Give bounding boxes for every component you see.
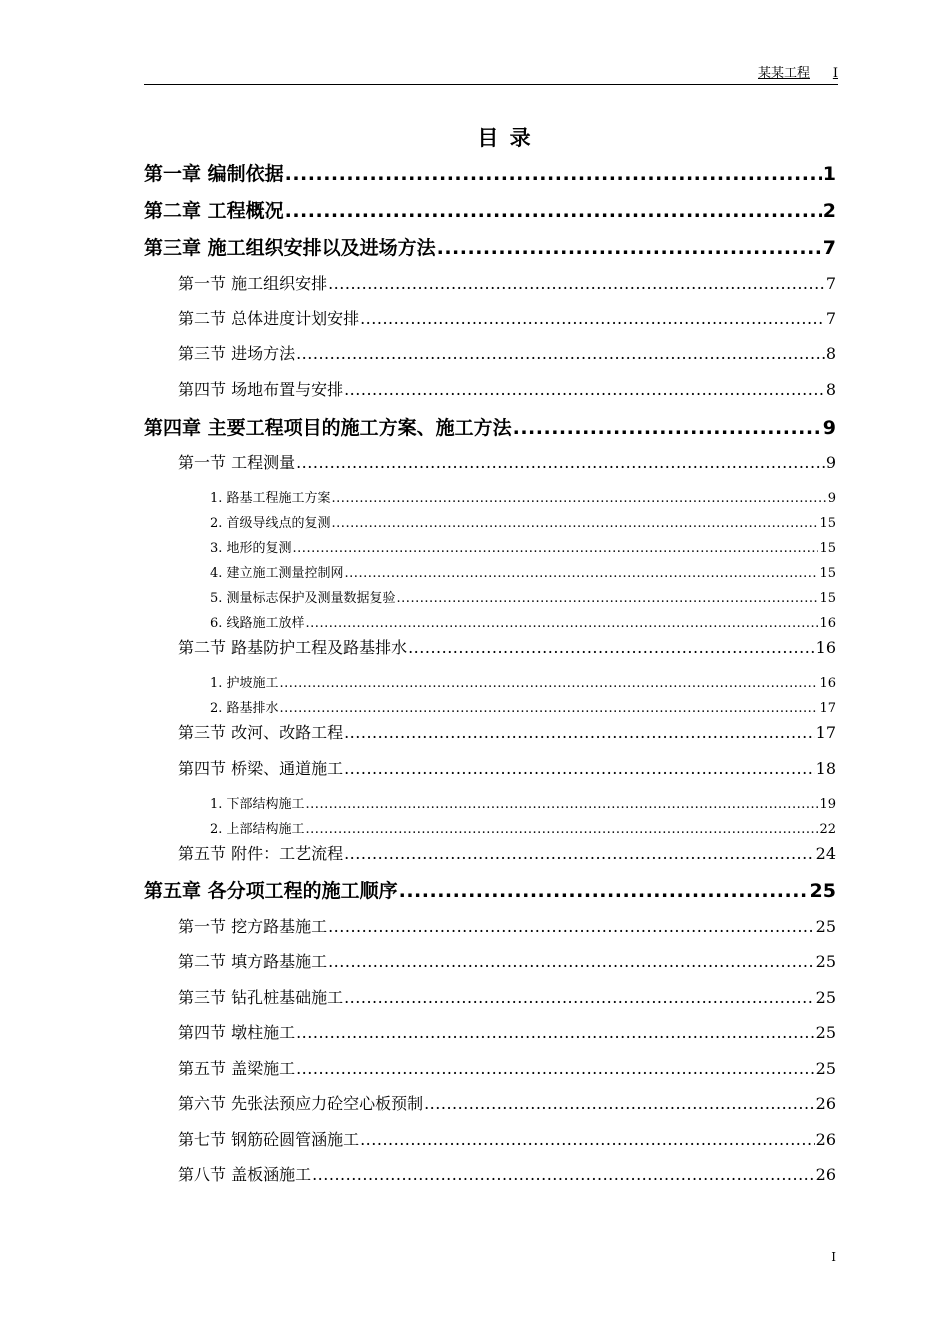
toc-dot-leader bbox=[344, 759, 815, 779]
toc-entry-page: 26 bbox=[815, 1165, 836, 1184]
toc-entry-label: 1. 路基工程施工方案 bbox=[210, 491, 331, 506]
toc-entry-label: 3. 地形的复测 bbox=[210, 541, 292, 556]
toc-entry-sub[interactable] bbox=[210, 566, 836, 582]
toc-entry-section[interactable] bbox=[178, 1023, 836, 1043]
toc-entry-label: 第三章 施工组织安排以及进场方法 bbox=[144, 237, 436, 259]
toc-entry-label: 第五节 盖梁施工 bbox=[178, 1059, 296, 1078]
toc-entry-page: 8 bbox=[825, 380, 836, 399]
toc-dot-leader bbox=[306, 616, 819, 632]
toc-entry-label: 第八节 盖板涵施工 bbox=[178, 1165, 312, 1184]
toc-entry-section[interactable] bbox=[178, 1094, 836, 1114]
toc-entry-page: 16 bbox=[815, 638, 836, 657]
toc-entry-label: 第二节 总体进度计划安排 bbox=[178, 309, 360, 328]
toc-entry-page: 9 bbox=[825, 453, 836, 472]
toc-entry-label: 第一章 编制依据 bbox=[144, 163, 284, 185]
toc-entry-page: 19 bbox=[819, 797, 836, 812]
toc-entry-page: 25 bbox=[809, 880, 836, 902]
toc-entry-label: 第四章 主要工程项目的施工方案、施工方法 bbox=[144, 417, 512, 439]
toc-entry-page: 25 bbox=[815, 1023, 836, 1042]
toc-entry-label: 第一节 挖方路基施工 bbox=[178, 917, 328, 936]
toc-entry-page: 9 bbox=[827, 491, 836, 506]
toc-entry-section[interactable] bbox=[178, 344, 836, 364]
toc-dot-leader bbox=[399, 879, 809, 903]
toc-entry-label: 第二节 路基防护工程及路基排水 bbox=[178, 638, 408, 657]
toc-entry-label: 4. 建立施工测量控制网 bbox=[210, 566, 344, 581]
toc-dot-leader bbox=[437, 236, 822, 260]
toc-dot-leader bbox=[513, 416, 822, 440]
toc-entry-page: 25 bbox=[815, 952, 836, 971]
toc-entry-section[interactable] bbox=[178, 844, 836, 864]
toc-entry-page: 16 bbox=[819, 616, 836, 631]
toc-entry-page: 25 bbox=[815, 1059, 836, 1078]
toc-entry-page: 16 bbox=[819, 676, 836, 691]
toc-title: 目 录 bbox=[477, 126, 533, 150]
toc-entry-page: 25 bbox=[815, 917, 836, 936]
toc-entry-label: 第四节 墩柱施工 bbox=[178, 1023, 296, 1042]
toc-entry-page: 7 bbox=[822, 237, 836, 259]
toc-dot-leader bbox=[296, 344, 825, 364]
toc-dot-leader bbox=[280, 676, 819, 692]
toc-dot-leader bbox=[285, 199, 822, 223]
toc-entry-label: 2. 路基排水 bbox=[210, 701, 279, 716]
toc-entry-label: 第一节 施工组织安排 bbox=[178, 274, 328, 293]
toc-entry-label: 第四节 桥梁、通道施工 bbox=[178, 759, 344, 778]
toc-entry-section[interactable] bbox=[178, 759, 836, 779]
toc-entry-section[interactable] bbox=[178, 917, 836, 937]
toc-entry-page: 18 bbox=[815, 759, 836, 778]
toc-entry-sub[interactable] bbox=[210, 516, 836, 532]
toc-dot-leader bbox=[280, 701, 819, 717]
toc-entry-chapter[interactable] bbox=[144, 199, 836, 223]
toc-entry-label: 第六节 先张法预应力砼空心板预制 bbox=[178, 1094, 424, 1113]
toc-entry-label: 1. 护坡施工 bbox=[210, 676, 279, 691]
toc-entry-page: 26 bbox=[815, 1130, 836, 1149]
toc-entry-section[interactable] bbox=[178, 952, 836, 972]
toc-entry-section[interactable] bbox=[178, 309, 836, 329]
toc-entry-label: 第五节 附件：工艺流程 bbox=[178, 844, 344, 863]
toc-entry-section[interactable] bbox=[178, 723, 836, 743]
toc-entry-page: 26 bbox=[815, 1094, 836, 1113]
toc-entry-page: 15 bbox=[819, 566, 836, 581]
header-page-number: I bbox=[832, 66, 838, 81]
toc-entry-chapter[interactable] bbox=[144, 236, 836, 260]
toc-dot-leader bbox=[344, 988, 815, 1008]
toc-dot-leader bbox=[328, 274, 825, 294]
toc-entry-label: 2. 上部结构施工 bbox=[210, 822, 305, 837]
toc-entry-sub[interactable] bbox=[210, 541, 836, 557]
toc-entry-label: 6. 线路施工放样 bbox=[210, 616, 305, 631]
toc-dot-leader bbox=[344, 723, 815, 743]
toc-entry-sub[interactable] bbox=[210, 591, 836, 607]
toc-entry-page: 25 bbox=[815, 988, 836, 1007]
toc-entry-section[interactable] bbox=[178, 638, 836, 658]
toc-entry-chapter[interactable] bbox=[144, 879, 836, 903]
toc-dot-leader bbox=[332, 491, 827, 507]
toc-entry-page: 2 bbox=[822, 200, 836, 222]
toc-dot-leader bbox=[332, 516, 819, 532]
toc-entry-section[interactable] bbox=[178, 274, 836, 294]
toc-entry-label: 第一节 工程测量 bbox=[178, 453, 296, 472]
toc-dot-leader bbox=[312, 1165, 815, 1185]
header-title: 某某工程 bbox=[757, 66, 810, 81]
toc-dot-leader bbox=[397, 591, 819, 607]
toc-dot-leader bbox=[296, 1059, 815, 1079]
toc-entry-label: 第二章 工程概况 bbox=[144, 200, 284, 222]
toc-entry-label: 第二节 填方路基施工 bbox=[178, 952, 328, 971]
toc-dot-leader bbox=[345, 566, 819, 582]
toc-entry-sub[interactable] bbox=[210, 491, 836, 507]
toc-dot-leader bbox=[328, 917, 815, 937]
toc-entry-chapter[interactable] bbox=[144, 416, 836, 440]
toc-entry-page: 8 bbox=[825, 344, 836, 363]
toc-entry-page: 7 bbox=[825, 274, 836, 293]
toc-entry-section[interactable] bbox=[178, 1059, 836, 1079]
toc-dot-leader bbox=[344, 380, 825, 400]
toc-entry-chapter[interactable] bbox=[144, 162, 836, 186]
footer-page-number: I bbox=[831, 1250, 836, 1264]
toc-entry-section[interactable] bbox=[178, 380, 836, 400]
toc-entry-label: 第五章 各分项工程的施工顺序 bbox=[144, 880, 398, 902]
toc-entry-page: 9 bbox=[822, 417, 836, 439]
toc-entry-label: 5. 测量标志保护及测量数据复验 bbox=[210, 591, 396, 606]
toc-entry-label: 第七节 钢筋砼圆管涵施工 bbox=[178, 1130, 360, 1149]
toc-entry-page: 15 bbox=[819, 516, 836, 531]
toc-entry-page: 15 bbox=[819, 541, 836, 556]
toc-entry-section[interactable] bbox=[178, 1165, 836, 1185]
toc-dot-leader bbox=[328, 952, 815, 972]
toc-entry-label: 第四节 场地布置与安排 bbox=[178, 380, 344, 399]
toc-entry-sub[interactable] bbox=[210, 822, 836, 838]
toc-dot-leader bbox=[360, 309, 825, 329]
toc-entry-section[interactable] bbox=[178, 988, 836, 1008]
toc-entry-section[interactable] bbox=[178, 453, 836, 473]
toc-dot-leader bbox=[344, 844, 815, 864]
toc-entry-page: 1 bbox=[822, 163, 836, 185]
toc-entry-section[interactable] bbox=[178, 1130, 836, 1150]
toc-entry-label: 第三节 钻孔桩基础施工 bbox=[178, 988, 344, 1007]
toc-entry-sub[interactable] bbox=[210, 797, 836, 813]
toc-entry-page: 17 bbox=[815, 723, 836, 742]
toc-entry-label: 第三节 改河、改路工程 bbox=[178, 723, 344, 742]
toc-dot-leader bbox=[408, 638, 815, 658]
toc-entry-label: 第三节 进场方法 bbox=[178, 344, 296, 363]
toc-dot-leader bbox=[306, 822, 819, 838]
toc-dot-leader bbox=[285, 162, 822, 186]
toc-dot-leader bbox=[360, 1130, 815, 1150]
toc-entry-sub[interactable] bbox=[210, 616, 836, 632]
toc-dot-leader bbox=[424, 1094, 815, 1114]
toc-entry-sub[interactable] bbox=[210, 676, 836, 692]
toc-entry-page: 24 bbox=[815, 844, 836, 863]
toc-dot-leader bbox=[296, 453, 825, 473]
toc-entry-page: 22 bbox=[819, 822, 836, 837]
toc-entry-label: 2. 首级导线点的复测 bbox=[210, 516, 331, 531]
toc-dot-leader bbox=[293, 541, 819, 557]
toc-dot-leader bbox=[306, 797, 819, 813]
toc-entry-label: 1. 下部结构施工 bbox=[210, 797, 305, 812]
toc-dot-leader bbox=[296, 1023, 815, 1043]
toc-entry-sub[interactable] bbox=[210, 701, 836, 717]
toc-entry-page: 7 bbox=[825, 309, 836, 328]
toc-entry-page: 17 bbox=[819, 701, 836, 716]
toc-entry-page: 15 bbox=[819, 591, 836, 606]
